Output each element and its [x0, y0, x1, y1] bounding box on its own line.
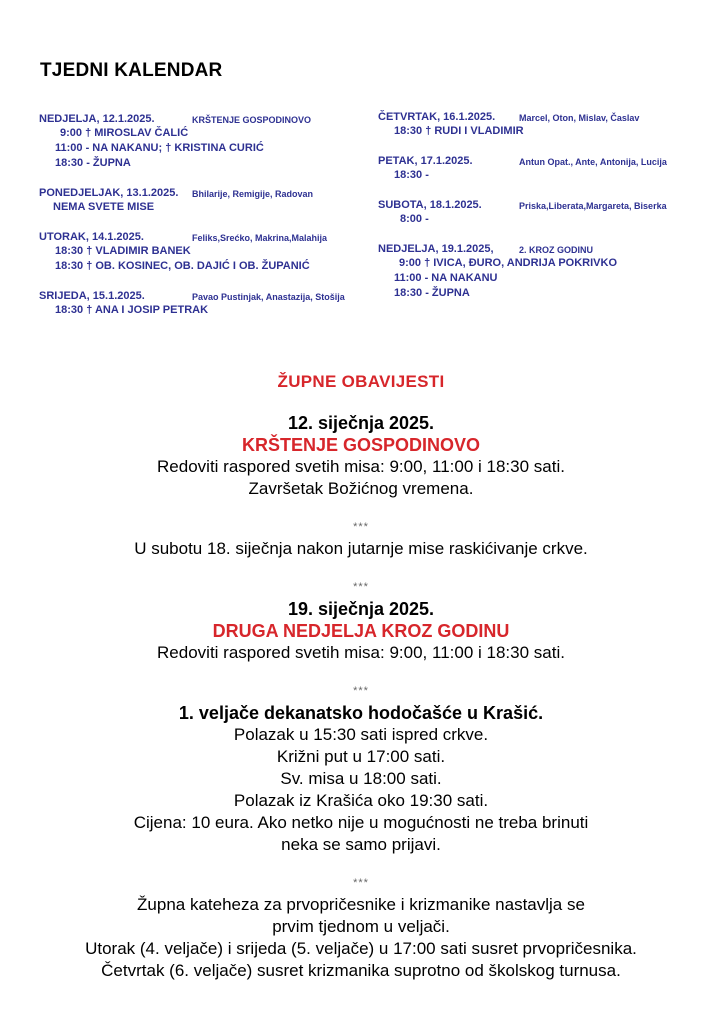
calendar-title: TJEDNI KALENDAR — [40, 60, 223, 81]
day-header — [39, 186, 369, 200]
notice-text: Župna kateheza za prvopričesnike i krizmanike nastavlja se — [137, 895, 585, 914]
notice-text: U subotu 18. siječnja nakon jutarnje mise raskićivanje crkve. — [134, 539, 588, 558]
notice-text: Sv. misa u 18:00 sati. — [280, 769, 442, 788]
mass-line: NEMA SVETE MISE — [53, 201, 155, 213]
calendar-day — [39, 186, 369, 215]
mass-line: 18:30 † ANA I JOSIP PETRAK — [55, 304, 209, 316]
calendar-right-column — [378, 110, 698, 316]
calendar-day — [39, 112, 369, 171]
notice-text: Cijena: 10 eura. Ako netko nije u mogućnosti ne treba brinuti — [133, 813, 589, 832]
notice-feast: KRŠTENJE GOSPODINOVO — [241, 435, 481, 455]
notice-text: Križni put u 17:00 sati. — [276, 747, 446, 766]
separator: *** — [353, 685, 369, 697]
day-name: NEDJELJA, 19.1.2025, — [378, 243, 494, 255]
calendar-day — [378, 242, 698, 301]
notice-heading: 1. veljače dekanatsko hodočašće u Krašić. — [178, 703, 544, 723]
notice-text: Redoviti raspored svetih misa: 9:00, 11:00 i 18:30 sati. — [157, 643, 565, 662]
day-name: NEDJELJA, 12.1.2025. — [39, 113, 155, 125]
mass-line: 18:30 † VLADIMIR BANEK — [55, 245, 191, 257]
mass-line: 11:00 - NA NAKANU — [394, 272, 498, 284]
notice-text: Četvrtak (6. veljače) susret krizmanika suprotno od školskog turnusa. — [101, 961, 621, 980]
notice-text: Redoviti raspored svetih misa: 9:00, 11:00 i 18:30 sati. — [157, 457, 565, 476]
calendar-day — [378, 198, 698, 227]
day-name: PETAK, 17.1.2025. — [378, 155, 473, 167]
day-name: ČETVRTAK, 16.1.2025. — [378, 111, 496, 123]
calendar-day — [39, 230, 369, 274]
day-saints: KRŠTENJE GOSPODINOVO — [192, 115, 312, 125]
separator: *** — [353, 877, 369, 889]
day-name: SRIJEDA, 15.1.2025. — [39, 290, 145, 302]
day-header — [378, 154, 698, 168]
notice-text: Polazak iz Krašića oko 19:30 sati. — [233, 791, 489, 810]
separator: *** — [353, 521, 369, 533]
notice-text: Završetak Božićnog vremena. — [248, 479, 474, 498]
mass-line: 9:00 † IVICA, ĐURO, ANDRIJA POKRIVKO — [399, 257, 618, 269]
day-name: UTORAK, 14.1.2025. — [39, 231, 144, 243]
day-name: SUBOTA, 18.1.2025. — [378, 199, 482, 211]
day-header — [378, 198, 698, 212]
day-header — [378, 110, 698, 124]
day-saints: Antun Opat., Ante, Antonija, Lucija — [519, 157, 667, 167]
day-header — [39, 230, 369, 244]
notice-text: neka se samo prijavi. — [281, 835, 441, 854]
mass-line: 18:30 - ŽUPNA — [394, 287, 470, 299]
day-header — [378, 242, 698, 256]
day-header — [39, 112, 369, 126]
day-saints: Priska,Liberata,Margareta, Biserka — [519, 201, 667, 211]
notice-text: Utorak (4. veljače) i srijeda (5. veljače) u 17:00 sati susret prvopričesnika. — [85, 939, 637, 958]
calendar-day — [378, 110, 698, 139]
mass-line: 18:30 - — [394, 169, 429, 181]
calendar-left-column — [39, 112, 369, 333]
notice-feast: DRUGA NEDJELJA KROZ GODINU — [212, 621, 510, 641]
mass-line: 11:00 - NA NAKANU; † KRISTINA CURIĆ — [55, 142, 264, 154]
mass-line: 9:00 † MIROSLAV ČALIĆ — [60, 127, 189, 139]
day-saints: 2. KROZ GODINU — [519, 245, 594, 255]
day-saints: Feliks,Srećko, Makrina,Malahija — [192, 233, 328, 243]
notices-title: ŽUPNE OBAVIJESTI — [277, 372, 445, 391]
mass-line: 18:30 - ŽUPNA — [55, 157, 131, 169]
mass-line: 18:30 † RUDI I VLADIMIR — [394, 125, 524, 137]
day-saints: Marcel, Oton, Mislav, Časlav — [519, 113, 640, 123]
mass-line: 8:00 - — [400, 213, 429, 225]
mass-line: 18:30 † OB. KOSINEC, OB. DAJIĆ I OB. ŽUPANIĆ — [55, 260, 310, 272]
notice-text: Polazak u 15:30 sati ispred crkve. — [233, 725, 489, 744]
notice-text: prvim tjednom u veljači. — [272, 917, 450, 936]
separator: *** — [353, 581, 369, 593]
day-saints: Bhilarije, Remigije, Radovan — [192, 189, 314, 199]
parish-notices — [0, 372, 722, 982]
calendar-day — [39, 289, 369, 318]
day-name: PONEDJELJAK, 13.1.2025. — [39, 187, 179, 199]
day-header — [39, 289, 369, 303]
calendar-day — [378, 154, 698, 183]
notice-date: 12. siječnja 2025. — [287, 413, 435, 433]
notice-date: 19. siječnja 2025. — [287, 599, 435, 619]
day-saints: Pavao Pustinjak, Anastazija, Stošija — [192, 292, 345, 302]
